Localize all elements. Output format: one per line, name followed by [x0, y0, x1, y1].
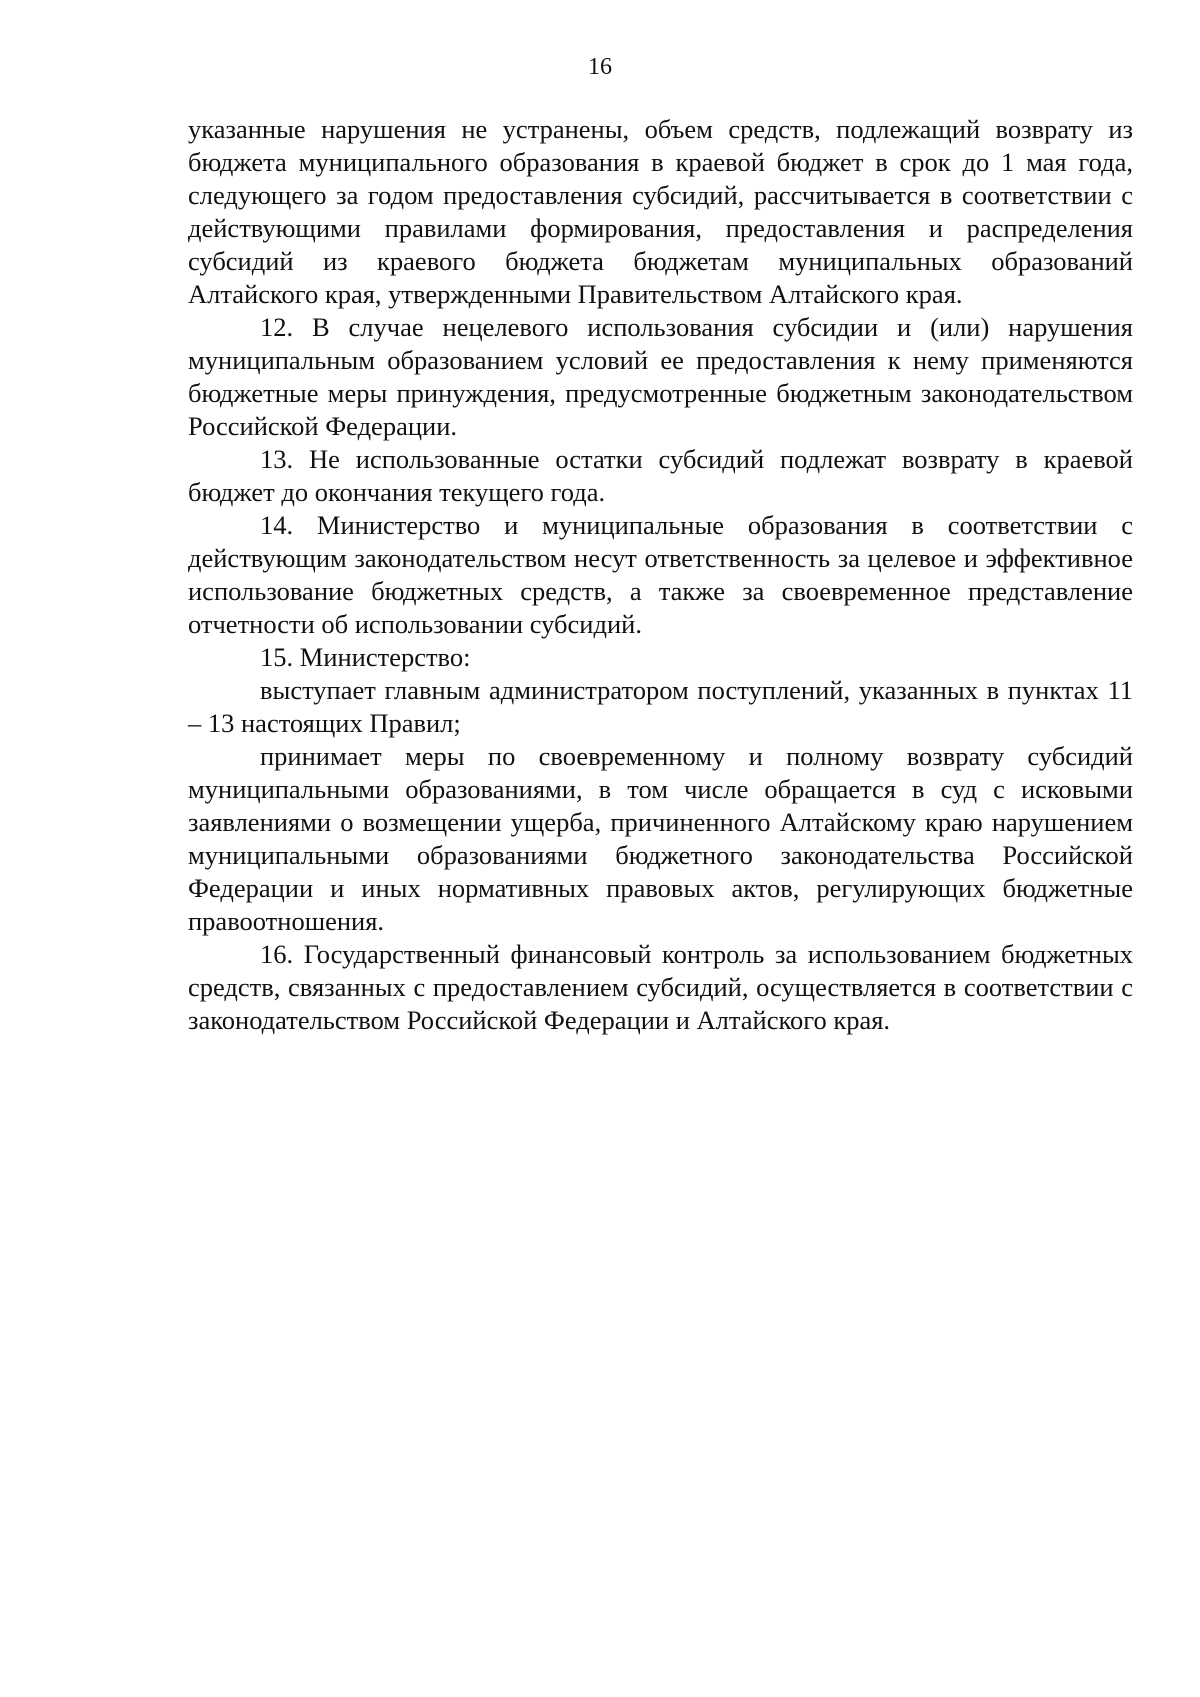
paragraph-item-15: 15. Министерство:	[260, 642, 471, 672]
paragraph-item-14: 14. Министерство и муниципальные образования в соответствии с действующим законодательством несут ответственность за целевое и эффективное использование бюджетных средств, а также за своевременное представление отчетности об использовании субсидий.	[188, 510, 1133, 639]
paragraph-item-15-sub-1: выступает главным администратором поступлений, указанных в пунктах 11 – 13 настоящих Правил;	[188, 675, 1133, 738]
document-body	[188, 113, 1133, 1037]
paragraph-continuation: указанные нарушения не устранены, объем средств, подлежащий возврату из бюджета муниципального образования в краевой бюджет в срок до 1 мая года, следующего за годом предоставления субсидий, рассчитывается в соответствии с действующими правилами формирования, предоставления и распределения субсидий из краевого бюджета бюджетам муниципальных образований Алтайского края, утвержденными Правительством Алтайского края.	[188, 114, 1133, 309]
paragraph-item-13: 13. Не использованные остатки субсидий подлежат возврату в краевой бюджет до окончания текущего года.	[188, 444, 1133, 507]
paragraph-item-15-sub-2: принимает меры по своевременному и полному возврату субсидий муниципальными образованиями, в том числе обращается в суд с исковыми заявлениями о возмещении ущерба, причиненного Алтайскому краю нарушением муниципальными образованиями бюджетного законодательства Российской Федерации и иных нормативных правовых актов, регулирующих бюджетные правоотношения.	[188, 741, 1133, 936]
page-number: 16	[588, 54, 612, 80]
paragraph-item-16: 16. Государственный финансовый контроль за использованием бюджетных средств, связанных с предоставлением субсидий, осуществляется в соответствии с законодательством Российской Федерации и Алтайского края.	[188, 939, 1133, 1035]
paragraph-item-12: 12. В случае нецелевого использования субсидии и (или) нарушения муниципальным образованием условий ее предоставления к нему применяются бюджетные меры принуждения, предусмотренные бюджетным законодательством Российской Федерации.	[188, 312, 1133, 441]
